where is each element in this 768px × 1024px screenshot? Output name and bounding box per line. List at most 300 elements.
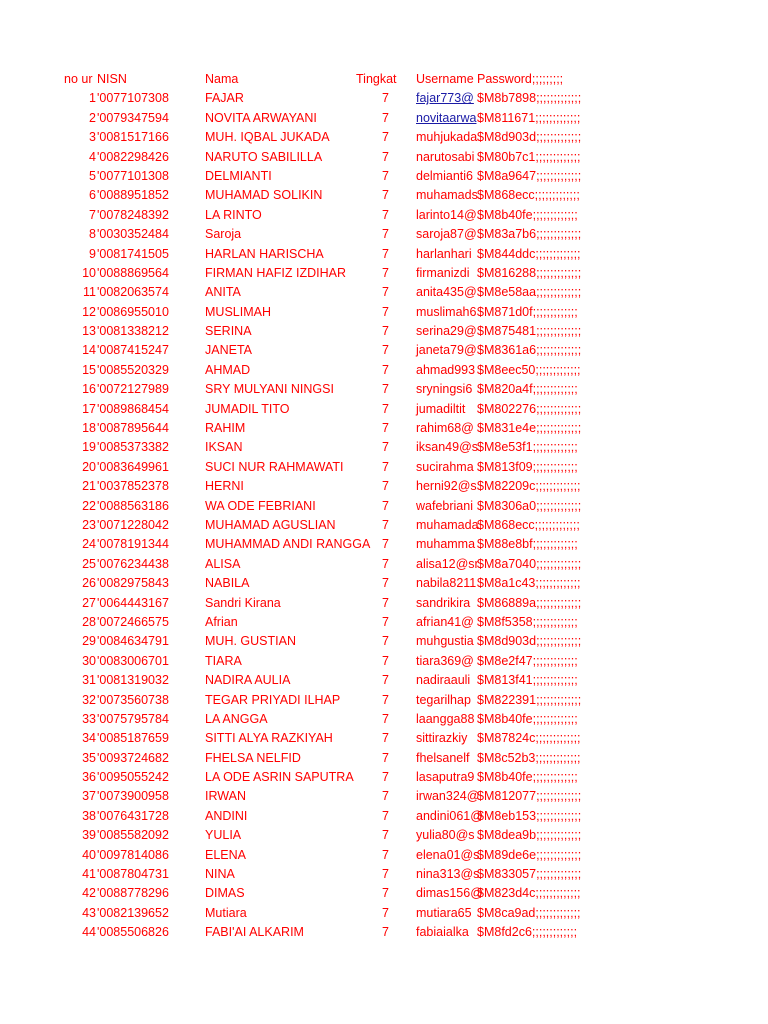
cell-no[interactable]: 10 bbox=[82, 265, 96, 280]
cell-nama[interactable]: RAHIM bbox=[205, 421, 246, 436]
cell-username[interactable]: nina313@s bbox=[416, 867, 480, 882]
cell-nama[interactable]: FHELSA NELFID bbox=[205, 750, 301, 765]
header-password[interactable]: Password;;;;;;;;; bbox=[477, 72, 564, 86]
cell-username[interactable]: irwan324@ bbox=[416, 789, 480, 804]
table-row bbox=[0, 884, 768, 903]
cell-password[interactable]: $M8d903d;;;;;;;;;;;;; bbox=[477, 130, 582, 145]
table-row bbox=[0, 477, 768, 496]
cell-password[interactable]: $M816288;;;;;;;;;;;;; bbox=[477, 265, 582, 280]
cell-nama[interactable]: NARUTO SABILILLA bbox=[205, 149, 323, 164]
header-nisn[interactable]: NISN bbox=[97, 72, 127, 86]
cell-no[interactable]: 11 bbox=[83, 285, 96, 300]
cell-username[interactable]: dimas156@ bbox=[416, 886, 483, 901]
cell-nama[interactable]: SITTI ALYA RAZKIYAH bbox=[205, 731, 333, 746]
cell-nama[interactable]: HERNI bbox=[205, 479, 244, 494]
cell-username[interactable]: elena01@s bbox=[416, 847, 480, 862]
cell-username[interactable]: jumadiltit bbox=[416, 401, 466, 416]
cell-nisn[interactable]: '0076234438 bbox=[97, 556, 169, 571]
cell-tingkat[interactable]: 7 bbox=[382, 265, 389, 280]
cell-no[interactable]: 5 bbox=[89, 168, 96, 183]
cell-password[interactable]: $M8e2f47;;;;;;;;;;;;; bbox=[477, 653, 578, 668]
cell-tingkat[interactable]: 7 bbox=[382, 227, 389, 242]
header-nama[interactable]: Nama bbox=[205, 72, 239, 86]
cell-nama[interactable]: TIARA bbox=[205, 653, 242, 668]
cell-tingkat[interactable]: 7 bbox=[382, 634, 389, 649]
cell-tingkat[interactable]: 7 bbox=[382, 285, 389, 300]
cell-no[interactable]: 31 bbox=[82, 673, 96, 688]
cell-tingkat[interactable]: 7 bbox=[382, 789, 389, 804]
cell-no[interactable]: 9 bbox=[89, 246, 96, 261]
cell-nisn[interactable]: '0082139652 bbox=[97, 905, 169, 920]
cell-tingkat[interactable]: 7 bbox=[382, 867, 389, 882]
cell-tingkat[interactable]: 7 bbox=[382, 692, 389, 707]
cell-nama[interactable]: FAJAR bbox=[205, 91, 244, 106]
cell-username[interactable]: rahim68@ bbox=[416, 421, 474, 436]
cell-nisn[interactable]: '0081338212 bbox=[97, 324, 169, 339]
cell-nama[interactable]: HARLAN HARISCHA bbox=[205, 246, 324, 261]
cell-nama[interactable]: MUH. IQBAL JUKADA bbox=[205, 130, 330, 145]
cell-password[interactable]: $M8b40fe;;;;;;;;;;;;; bbox=[477, 711, 578, 726]
cell-tingkat[interactable]: 7 bbox=[382, 537, 389, 552]
cell-nisn[interactable]: '0086955010 bbox=[97, 304, 169, 319]
cell-no[interactable]: 15 bbox=[82, 362, 96, 377]
cell-nama[interactable]: FIRMAN HAFIZ IZDIHAR bbox=[205, 265, 346, 280]
cell-no[interactable]: 42 bbox=[82, 886, 96, 901]
cell-nisn[interactable]: '0073560738 bbox=[97, 692, 169, 707]
cell-password[interactable]: $M89de6e;;;;;;;;;;;;; bbox=[477, 847, 582, 862]
cell-password[interactable]: $M813f09;;;;;;;;;;;;; bbox=[477, 459, 578, 474]
cell-username[interactable]: delmianti6 bbox=[416, 168, 473, 183]
cell-nisn[interactable]: '0085582092 bbox=[97, 828, 169, 843]
cell-password[interactable]: $M86889a;;;;;;;;;;;;; bbox=[477, 595, 582, 610]
cell-nama[interactable]: MUSLIMAH bbox=[205, 304, 271, 319]
cell-no[interactable]: 39 bbox=[82, 828, 96, 843]
cell-no[interactable]: 3 bbox=[89, 130, 96, 145]
cell-username[interactable]: lasaputra9 bbox=[416, 770, 475, 785]
cell-username[interactable]: laangga88 bbox=[416, 711, 475, 726]
cell-nama[interactable]: Saroja bbox=[205, 227, 242, 242]
cell-tingkat[interactable]: 7 bbox=[382, 91, 389, 106]
cell-nama[interactable]: NINA bbox=[205, 867, 235, 882]
cell-nisn[interactable]: '0089868454 bbox=[97, 401, 169, 416]
cell-no[interactable]: 13 bbox=[82, 324, 96, 339]
cell-nisn[interactable]: '0088951852 bbox=[97, 188, 169, 203]
cell-nisn[interactable]: '0037852378 bbox=[97, 479, 169, 494]
cell-nisn[interactable]: '0079347594 bbox=[97, 110, 169, 125]
cell-tingkat[interactable]: 7 bbox=[382, 362, 389, 377]
cell-username[interactable]: sandrikira bbox=[416, 595, 471, 610]
cell-nisn[interactable]: '0081319032 bbox=[97, 673, 169, 688]
cell-nisn[interactable]: '0078191344 bbox=[97, 537, 169, 552]
cell-password[interactable]: $M8e53f1;;;;;;;;;;;;; bbox=[477, 440, 578, 455]
cell-username[interactable]: narutosabi bbox=[416, 149, 475, 164]
cell-nisn[interactable]: '0030352484 bbox=[97, 227, 169, 242]
header-no[interactable]: no ur bbox=[64, 72, 93, 86]
cell-nisn[interactable]: '0085373382 bbox=[97, 440, 169, 455]
cell-tingkat[interactable]: 7 bbox=[382, 324, 389, 339]
table-row bbox=[0, 594, 768, 613]
table-row bbox=[0, 283, 768, 302]
cell-tingkat[interactable]: 7 bbox=[382, 246, 389, 261]
cell-password[interactable]: $M871d0f;;;;;;;;;;;;; bbox=[477, 304, 578, 319]
cell-username[interactable]: muhgustia bbox=[416, 634, 474, 649]
cell-nama[interactable]: DELMIANTI bbox=[205, 168, 272, 183]
cell-nama[interactable]: IRWAN bbox=[205, 789, 246, 804]
table-row bbox=[0, 826, 768, 845]
cell-no[interactable]: 28 bbox=[82, 614, 96, 629]
header-row bbox=[0, 70, 768, 89]
cell-password[interactable]: $M868ecc;;;;;;;;;;;;; bbox=[477, 517, 580, 532]
cell-tingkat[interactable]: 7 bbox=[382, 207, 389, 222]
cell-password[interactable]: $M811671;;;;;;;;;;;;; bbox=[477, 110, 581, 125]
cell-password[interactable]: $M875481;;;;;;;;;;;;; bbox=[477, 324, 582, 339]
table-row bbox=[0, 865, 768, 884]
cell-tingkat[interactable]: 7 bbox=[382, 149, 389, 164]
cell-tingkat[interactable]: 7 bbox=[382, 711, 389, 726]
cell-nisn[interactable]: '0064443167 bbox=[97, 595, 169, 610]
cell-nisn[interactable]: '0085187659 bbox=[97, 731, 169, 746]
cell-no[interactable]: 27 bbox=[82, 595, 96, 610]
cell-nisn[interactable]: '0088563186 bbox=[97, 498, 169, 513]
cell-password[interactable]: $M8eec50;;;;;;;;;;;;; bbox=[477, 362, 581, 377]
cell-username[interactable]: muhamma bbox=[416, 537, 476, 552]
cell-nisn[interactable]: '0088778296 bbox=[97, 886, 169, 901]
cell-no[interactable]: 41 bbox=[82, 867, 96, 882]
cell-nisn[interactable]: '0088869564 bbox=[97, 265, 169, 280]
cell-no[interactable]: 21 bbox=[82, 479, 96, 494]
cell-username[interactable]: muhamada bbox=[416, 517, 479, 532]
cell-nama[interactable]: FABI'AI ALKARIM bbox=[205, 925, 304, 940]
cell-username[interactable]: sryningsi6 bbox=[416, 382, 473, 397]
cell-nisn[interactable]: '0097814086 bbox=[97, 847, 169, 862]
cell-no[interactable]: 43 bbox=[82, 905, 96, 920]
cell-nama[interactable]: ALISA bbox=[205, 556, 241, 571]
table-row bbox=[0, 632, 768, 651]
cell-no[interactable]: 32 bbox=[82, 692, 96, 707]
cell-no[interactable]: 34 bbox=[82, 731, 96, 746]
cell-username[interactable]: nabila8211 bbox=[416, 576, 477, 591]
cell-username[interactable]: iksan49@s bbox=[416, 440, 479, 455]
cell-tingkat[interactable]: 7 bbox=[382, 886, 389, 901]
cell-password[interactable]: $M813f41;;;;;;;;;;;;; bbox=[477, 673, 578, 688]
cell-nama[interactable]: SUCI NUR RAHMAWATI bbox=[205, 459, 344, 474]
table-row bbox=[0, 710, 768, 729]
cell-no[interactable]: 17 bbox=[82, 401, 96, 416]
cell-nisn[interactable]: '0077101308 bbox=[97, 168, 169, 183]
cell-nisn[interactable]: '0081741505 bbox=[97, 246, 169, 261]
cell-password[interactable]: $M8b40fe;;;;;;;;;;;;; bbox=[477, 207, 578, 222]
cell-no[interactable]: 35 bbox=[82, 750, 96, 765]
header-username[interactable]: Username bbox=[416, 72, 474, 86]
cell-tingkat[interactable]: 7 bbox=[382, 731, 389, 746]
cell-username[interactable]: firmanizdi bbox=[416, 265, 470, 280]
cell-no[interactable]: 30 bbox=[82, 653, 96, 668]
cell-tingkat[interactable]: 7 bbox=[382, 750, 389, 765]
cell-nisn[interactable]: '0073900958 bbox=[97, 789, 169, 804]
cell-username[interactable]: ahmad993 bbox=[416, 362, 476, 377]
cell-nisn[interactable]: '0082298426 bbox=[97, 149, 169, 164]
cell-tingkat[interactable]: 7 bbox=[382, 440, 389, 455]
table-row bbox=[0, 245, 768, 264]
cell-nama[interactable]: DIMAS bbox=[205, 886, 245, 901]
cell-tingkat[interactable]: 7 bbox=[382, 905, 389, 920]
cell-tingkat[interactable]: 7 bbox=[382, 770, 389, 785]
cell-username[interactable]: wafebriani bbox=[416, 498, 473, 513]
cell-tingkat[interactable]: 7 bbox=[382, 401, 389, 416]
cell-username[interactable]: janeta79@ bbox=[416, 343, 477, 358]
cell-username[interactable]: nadiraauli bbox=[416, 673, 471, 688]
cell-nama[interactable]: Sandri Kirana bbox=[205, 595, 281, 610]
cell-username[interactable]: larinto14@ bbox=[416, 207, 477, 222]
cell-password[interactable]: $M82209c;;;;;;;;;;;;; bbox=[477, 479, 581, 494]
cell-username[interactable]: tiara369@ bbox=[416, 653, 474, 668]
cell-username[interactable]: yulia80@s bbox=[416, 828, 475, 843]
cell-no[interactable]: 20 bbox=[82, 459, 96, 474]
cell-password[interactable]: $M8dea9b;;;;;;;;;;;;; bbox=[477, 828, 582, 843]
cell-username[interactable]: anita435@ bbox=[416, 285, 477, 300]
data-rows bbox=[0, 89, 768, 942]
cell-tingkat[interactable]: 7 bbox=[382, 653, 389, 668]
cell-password[interactable]: $M8d903d;;;;;;;;;;;;; bbox=[477, 634, 582, 649]
username-link[interactable]: novitaarwa bbox=[416, 110, 477, 125]
cell-no[interactable]: 29 bbox=[82, 634, 96, 649]
cell-nisn[interactable]: '0081517166 bbox=[97, 130, 169, 145]
cell-password[interactable]: $M822391;;;;;;;;;;;;; bbox=[477, 692, 582, 707]
cell-password[interactable]: $M802276;;;;;;;;;;;;; bbox=[477, 401, 582, 416]
cell-nama[interactable]: NADIRA AULIA bbox=[205, 673, 291, 688]
cell-no[interactable]: 24 bbox=[82, 537, 96, 552]
cell-nama[interactable]: LA ODE ASRIN SAPUTRA bbox=[205, 770, 354, 785]
table-row bbox=[0, 419, 768, 438]
cell-nama[interactable]: WA ODE FEBRIANI bbox=[205, 498, 316, 513]
cell-username[interactable]: serina29@ bbox=[416, 324, 477, 339]
cell-password[interactable]: $M823d4c;;;;;;;;;;;;; bbox=[477, 886, 581, 901]
cell-password[interactable]: $M8fd2c6;;;;;;;;;;;;; bbox=[477, 925, 578, 940]
cell-nisn[interactable]: '0083649961 bbox=[97, 459, 169, 474]
cell-nama[interactable]: ANDINI bbox=[205, 808, 248, 823]
cell-tingkat[interactable]: 7 bbox=[382, 925, 389, 940]
cell-no[interactable]: 8 bbox=[89, 227, 96, 242]
cell-no[interactable]: 12 bbox=[82, 304, 96, 319]
cell-tingkat[interactable]: 7 bbox=[382, 614, 389, 629]
cell-nama[interactable]: MUH. GUSTIAN bbox=[205, 634, 296, 649]
table-row bbox=[0, 787, 768, 806]
cell-no[interactable]: 22 bbox=[82, 498, 96, 513]
cell-tingkat[interactable]: 7 bbox=[382, 110, 389, 125]
cell-password[interactable]: $M8b40fe;;;;;;;;;;;;; bbox=[477, 770, 578, 785]
cell-nama[interactable]: MUHAMMAD ANDI RANGGA bbox=[205, 537, 371, 552]
cell-tingkat[interactable]: 7 bbox=[382, 479, 389, 494]
table-row bbox=[0, 400, 768, 419]
cell-password[interactable]: $M844ddc;;;;;;;;;;;;; bbox=[477, 246, 581, 261]
table-row bbox=[0, 438, 768, 457]
cell-nama[interactable]: JANETA bbox=[205, 343, 252, 358]
header-tingkat[interactable]: Tingkat bbox=[356, 72, 397, 86]
cell-password[interactable]: $M8a1c43;;;;;;;;;;;;; bbox=[477, 576, 581, 591]
cell-nama[interactable]: ELENA bbox=[205, 847, 246, 862]
cell-username[interactable]: mutiara65 bbox=[416, 905, 472, 920]
cell-no[interactable]: 19 bbox=[82, 440, 96, 455]
cell-nisn[interactable]: '0082063574 bbox=[97, 285, 169, 300]
cell-no[interactable]: 2 bbox=[89, 110, 96, 125]
cell-password[interactable]: $M8c52b3;;;;;;;;;;;;; bbox=[477, 750, 581, 765]
cell-password[interactable]: $M80b7c1;;;;;;;;;;;;; bbox=[477, 149, 581, 164]
cell-no[interactable]: 7 bbox=[89, 207, 96, 222]
cell-nama[interactable]: ANITA bbox=[205, 285, 241, 300]
cell-username[interactable]: sittirazkiy bbox=[416, 731, 468, 746]
cell-password[interactable]: $M8f5358;;;;;;;;;;;;; bbox=[477, 614, 578, 629]
cell-nisn[interactable]: '0072127989 bbox=[97, 382, 169, 397]
cell-no[interactable]: 37 bbox=[82, 789, 96, 804]
cell-nama[interactable]: Mutiara bbox=[205, 905, 247, 920]
cell-username[interactable]: fhelsanelf bbox=[416, 750, 470, 765]
cell-no[interactable]: 23 bbox=[82, 517, 96, 532]
cell-nama[interactable]: LA RINTO bbox=[205, 207, 262, 222]
cell-username[interactable]: muslimah6 bbox=[416, 304, 477, 319]
cell-username[interactable]: alisa12@sr bbox=[416, 556, 479, 571]
cell-nama[interactable]: LA ANGGA bbox=[205, 711, 268, 726]
cell-tingkat[interactable]: 7 bbox=[382, 595, 389, 610]
cell-tingkat[interactable]: 7 bbox=[382, 188, 389, 203]
table-row bbox=[0, 89, 768, 108]
cell-nisn[interactable]: '0082975843 bbox=[97, 576, 169, 591]
cell-nama[interactable]: Afrian bbox=[205, 614, 238, 629]
cell-username[interactable]: sucirahma bbox=[416, 459, 474, 474]
cell-no[interactable]: 18 bbox=[82, 421, 96, 436]
cell-password[interactable]: $M88e8bf;;;;;;;;;;;;; bbox=[477, 537, 578, 552]
cell-nisn[interactable]: '0087415247 bbox=[97, 343, 169, 358]
table-row bbox=[0, 322, 768, 341]
table-row bbox=[0, 574, 768, 593]
cell-nisn[interactable]: '0087804731 bbox=[97, 867, 169, 882]
cell-tingkat[interactable]: 7 bbox=[382, 828, 389, 843]
cell-nisn[interactable]: '0085520329 bbox=[97, 362, 169, 377]
cell-nisn[interactable]: '0084634791 bbox=[97, 634, 169, 649]
cell-tingkat[interactable]: 7 bbox=[382, 808, 389, 823]
cell-nisn[interactable]: '0083006701 bbox=[97, 653, 169, 668]
cell-password[interactable]: $M833057;;;;;;;;;;;;; bbox=[477, 867, 582, 882]
cell-username[interactable]: fabiaialka bbox=[416, 925, 469, 940]
cell-username[interactable]: saroja87@ bbox=[416, 227, 477, 242]
table-row bbox=[0, 264, 768, 283]
cell-username[interactable]: afrian41@ bbox=[416, 614, 474, 629]
cell-nisn[interactable]: '0093724682 bbox=[97, 750, 169, 765]
cell-username[interactable]: tegarilhap bbox=[416, 692, 471, 707]
cell-nisn[interactable]: '0077107308 bbox=[97, 91, 169, 106]
cell-no[interactable]: 33 bbox=[82, 711, 96, 726]
cell-tingkat[interactable]: 7 bbox=[382, 343, 389, 358]
cell-no[interactable]: 6 bbox=[89, 188, 96, 203]
cell-nama[interactable]: AHMAD bbox=[205, 362, 251, 377]
cell-tingkat[interactable]: 7 bbox=[382, 130, 389, 145]
cell-password[interactable]: $M868ecc;;;;;;;;;;;;; bbox=[477, 188, 580, 203]
cell-nisn[interactable]: '0078248392 bbox=[97, 207, 169, 222]
cell-nama[interactable]: JUMADIL TITO bbox=[205, 401, 290, 416]
table-row bbox=[0, 904, 768, 923]
cell-password[interactable]: $M8b7898;;;;;;;;;;;;; bbox=[477, 91, 582, 106]
cell-nisn[interactable]: '0095055242 bbox=[97, 770, 169, 785]
cell-tingkat[interactable]: 7 bbox=[382, 498, 389, 513]
cell-no[interactable]: 25 bbox=[82, 556, 96, 571]
cell-nama[interactable]: MUHAMAD AGUSLIAN bbox=[205, 517, 336, 532]
table-row bbox=[0, 109, 768, 128]
cell-nama[interactable]: SERINA bbox=[205, 324, 252, 339]
cell-nama[interactable]: MUHAMAD SOLIKIN bbox=[205, 188, 323, 203]
cell-tingkat[interactable]: 7 bbox=[382, 847, 389, 862]
cell-username[interactable]: muhamads bbox=[416, 188, 478, 203]
cell-tingkat[interactable]: 7 bbox=[382, 673, 389, 688]
cell-password[interactable]: $M831e4e;;;;;;;;;;;;; bbox=[477, 421, 582, 436]
cell-no[interactable]: 1 bbox=[89, 91, 96, 106]
cell-tingkat[interactable]: 7 bbox=[382, 556, 389, 571]
cell-no[interactable]: 40 bbox=[82, 847, 96, 862]
cell-no[interactable]: 16 bbox=[82, 382, 96, 397]
cell-tingkat[interactable]: 7 bbox=[382, 459, 389, 474]
table-row bbox=[0, 555, 768, 574]
cell-tingkat[interactable]: 7 bbox=[382, 304, 389, 319]
cell-no[interactable]: 44 bbox=[82, 925, 96, 940]
table-row bbox=[0, 671, 768, 690]
cell-nama[interactable]: YULIA bbox=[205, 828, 242, 843]
cell-password[interactable]: $M87824c;;;;;;;;;;;;; bbox=[477, 731, 581, 746]
cell-tingkat[interactable]: 7 bbox=[382, 382, 389, 397]
cell-nama[interactable]: SRY MULYANI NINGSI bbox=[205, 382, 334, 397]
cell-password[interactable]: $M8306a0;;;;;;;;;;;;; bbox=[477, 498, 582, 513]
cell-no[interactable]: 14 bbox=[82, 343, 96, 358]
table-row bbox=[0, 535, 768, 554]
cell-no[interactable]: 26 bbox=[82, 576, 96, 591]
username-link[interactable]: fajar773@ bbox=[416, 91, 474, 106]
cell-nisn[interactable]: '0075795784 bbox=[97, 711, 169, 726]
table-row bbox=[0, 148, 768, 167]
cell-no[interactable]: 36 bbox=[82, 770, 96, 785]
cell-password[interactable]: $M820a4f;;;;;;;;;;;;; bbox=[477, 382, 578, 397]
cell-tingkat[interactable]: 7 bbox=[382, 576, 389, 591]
table-row bbox=[0, 361, 768, 380]
cell-nama[interactable]: NOVITA ARWAYANI bbox=[205, 110, 317, 125]
cell-nisn[interactable]: '0087895644 bbox=[97, 421, 169, 436]
cell-username[interactable]: harlanhari bbox=[416, 246, 472, 261]
cell-nisn[interactable]: '0085506826 bbox=[97, 925, 169, 940]
cell-password[interactable]: $M8a7040;;;;;;;;;;;;; bbox=[477, 556, 582, 571]
table-row bbox=[0, 846, 768, 865]
table-row bbox=[0, 303, 768, 322]
cell-username[interactable]: andini061@ bbox=[416, 808, 483, 823]
cell-password[interactable]: $M8e58aa;;;;;;;;;;;;; bbox=[477, 285, 582, 300]
cell-username[interactable]: herni92@s bbox=[416, 479, 477, 494]
cell-username[interactable]: muhjukada bbox=[416, 130, 478, 145]
cell-nama[interactable]: TEGAR PRIYADI ILHAP bbox=[205, 692, 341, 707]
cell-nama[interactable]: IKSAN bbox=[205, 440, 243, 455]
table-row bbox=[0, 341, 768, 360]
cell-nisn[interactable]: '0072466575 bbox=[97, 614, 169, 629]
cell-no[interactable]: 38 bbox=[82, 808, 96, 823]
cell-password[interactable]: $M83a7b6;;;;;;;;;;;;; bbox=[477, 227, 582, 242]
cell-password[interactable]: $M8ca9ad;;;;;;;;;;;;; bbox=[477, 905, 581, 920]
cell-tingkat[interactable]: 7 bbox=[382, 168, 389, 183]
cell-tingkat[interactable]: 7 bbox=[382, 421, 389, 436]
cell-password[interactable]: $M8a9647;;;;;;;;;;;;; bbox=[477, 168, 582, 183]
cell-nisn[interactable]: '0071228042 bbox=[97, 517, 169, 532]
cell-tingkat[interactable]: 7 bbox=[382, 517, 389, 532]
cell-nama[interactable]: NABILA bbox=[205, 576, 250, 591]
cell-password[interactable]: $M8eb153;;;;;;;;;;;;; bbox=[477, 808, 582, 823]
cell-password[interactable]: $M812077;;;;;;;;;;;;; bbox=[477, 789, 582, 804]
cell-no[interactable]: 4 bbox=[89, 149, 96, 164]
cell-password[interactable]: $M8361a6;;;;;;;;;;;;; bbox=[477, 343, 582, 358]
cell-nisn[interactable]: '0076431728 bbox=[97, 808, 169, 823]
table-row bbox=[0, 225, 768, 244]
